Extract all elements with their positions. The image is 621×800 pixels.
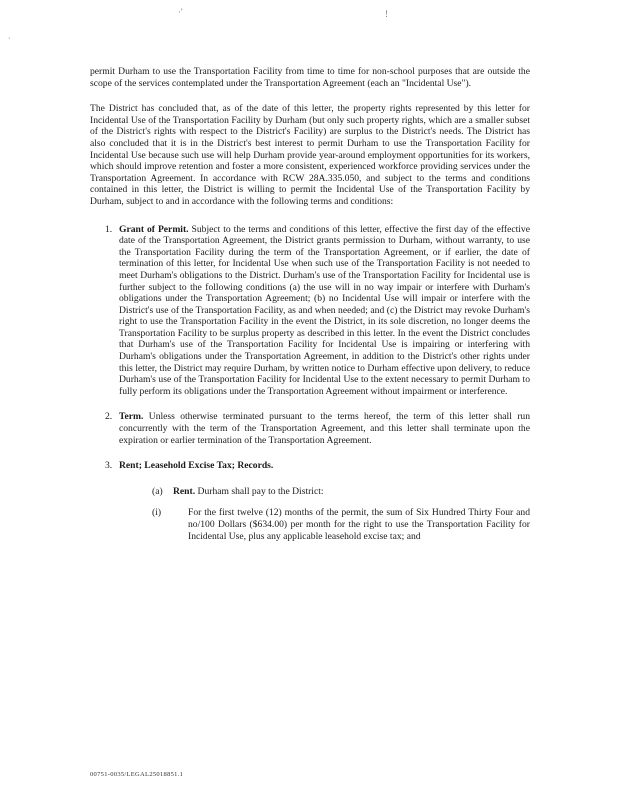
- document-footer-id: 00751-0035/LEGAL25018851.1: [90, 771, 184, 778]
- subitem-number: (i): [152, 507, 162, 519]
- term-item-grant-of-permit: [90, 224, 530, 398]
- document-body: [90, 66, 530, 552]
- numbered-terms-list: [90, 224, 530, 543]
- item-heading: Term.: [119, 411, 144, 423]
- subitem-text: Durham shall pay to the District:: [197, 485, 324, 497]
- intro-paragraph: permit Durham to use the Transportation Facility from time to time for non-school purposes that are outside the scope of the services contemplated under the Transportation Agreement (each an "Incidental Use").: [90, 66, 530, 89]
- term-item-term: [90, 411, 530, 446]
- item-text: Subject to the terms and conditions of this letter, effective the first day of the effective date of the Transportation Agreement, the District grants permission to Durham, without warranty, to use the Transportation Facility during the term of the Transportation Agreement, or if earlier, the date of termination of this letter, for Incidental Use when such use of the Transportation Facility is not needed to meet Durham's obligations to the District. Durham's use of the Transportation Facility for Incidental use is further subject to the following conditions (a) the use will in no way impair or interfere with Durham's obligations under the Transportation Agreement; (b) no Incidental Use will impair or interfere with the District's use of the Transportation Facility, as and when needed; and (c) the District may revoke Durham's right to use the Transportation Facility in the event the District, in its sole discretion, no longer deems the Transportation Facility to be surplus property as described in this letter. In the event the District concludes that Durham's use of the Transportation Facility for Incidental Use is impairing or interfering with Durham's obligations under the Transportation Agreement, in addition to the District's other rights under this letter, the District may require Durham, by written notice to Durham effective upon delivery, to reduce Durham's use of the Transportation Facility for Incidental Use to the extent necessary to permit Durham to fully perform its obligations under the Transportation Agreement without impairment or interference.: [119, 223, 530, 397]
- subitem-number: (a): [152, 485, 163, 497]
- term-item-rent: [90, 460, 530, 472]
- subitem-rent: [90, 486, 530, 498]
- subitem-first-twelve-months: [90, 507, 530, 542]
- district-conclusion-paragraph: The District has concluded that, as of the date of this letter, the property rights represented by this letter for Incidental Use of the Transportation Facility by Durham (but only such property rights, which are a smaller subset of the District's rights with respect to the District's Facility) are surplus to the District's needs. The District has also concluded that it is in the District's best interest to permit Durham to use the Transportation Facility for Incidental Use because such use will help Durham provide year-around employment opportunities for its workers, which should improve retention and foster a more consistent, experienced workforce providing services under the Transportation Agreement. In accordance with RCW 28A.335.050, and subject to the terms and conditions contained in this letter, the District is willing to permit the Incidental Use of the Transportation Facility by Durham, subject to and in accordance with the following terms and conditions:: [90, 103, 530, 207]
- scan-mark: ǃ: [385, 9, 388, 19]
- scan-mark: ·': [178, 7, 183, 17]
- subitem-text: For the first twelve (12) months of the permit, the sum of Six Hundred Thirty Four and no/100 Dollars ($634.00) per month for the right to use the Transportation Facility for Incidental Use, plus any applicable leasehold excise tax; and: [188, 507, 530, 542]
- item-number: 3.: [105, 460, 113, 472]
- item-number: 2.: [105, 411, 113, 423]
- item-text: Unless otherwise terminated pursuant to the terms hereof, the term of this letter shall run concurrently with the term of the Transportation Agreement, and this letter shall terminate upon the expiration or earlier termination of the Transportation Agreement.: [119, 411, 530, 446]
- item-heading: Grant of Permit.: [119, 223, 189, 235]
- item-heading: Rent; Leasehold Excise Tax; Records.: [119, 460, 274, 472]
- item-number: 1.: [105, 223, 113, 235]
- subitem-heading: Rent.: [173, 485, 196, 497]
- scan-mark: ·: [8, 34, 11, 43]
